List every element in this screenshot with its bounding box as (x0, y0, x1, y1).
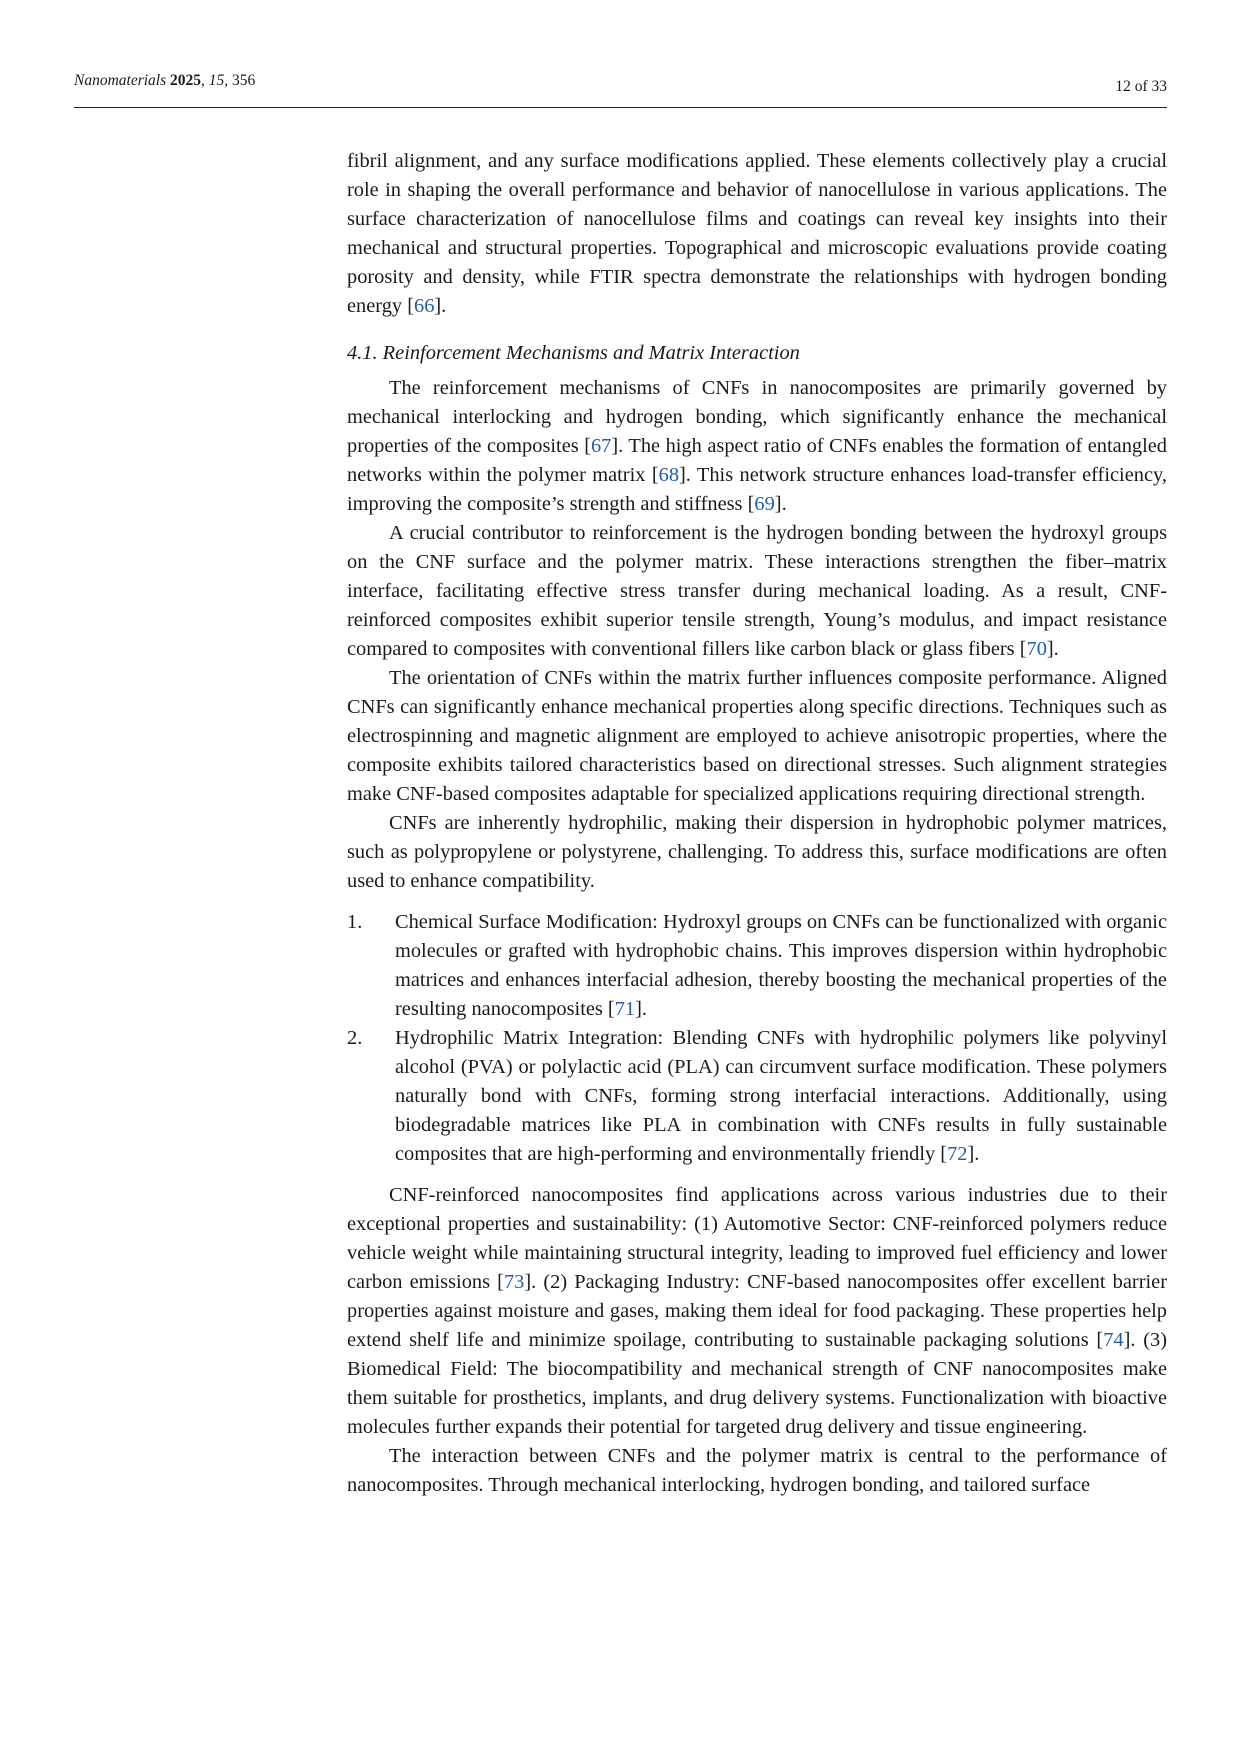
journal-article: 356 (232, 72, 256, 89)
paragraph-1: The reinforcement mechanisms of CNFs in nanocomposites are primarily governed by mechanical interlocking and hydrogen bonding, which significantly enhance the mechanical properties of the composites [67]. The high aspect ratio of CNFs enables the formation of entangled networks within the polymer matrix [68]. This network structure enhances load-transfer efficiency, improving the composite’s strength and stiffness [69]. (347, 377, 1167, 515)
citation-link[interactable]: 73 (503, 1271, 525, 1293)
journal-citation: Nanomaterials 2025, 15, 356 (74, 72, 256, 89)
citation-link[interactable]: 70 (1026, 638, 1047, 660)
page-header (74, 72, 1167, 108)
citation-link[interactable]: 72 (947, 1143, 968, 1165)
citation-link[interactable]: 66 (414, 295, 435, 317)
section-heading: 4.1. Reinforcement Mechanisms and Matrix Interaction (347, 342, 800, 364)
journal-volume: 15 (208, 72, 225, 89)
citation-link[interactable]: 67 (590, 435, 612, 457)
header-rule (74, 107, 1167, 108)
citation-link[interactable]: 74 (1103, 1329, 1124, 1351)
page-number: 12 of 33 (1115, 78, 1167, 95)
paragraph-6: The interaction between CNFs and the polymer matrix is central to the performance of nanocomposites. Through mechanical interlocking, hydrogen bonding, and tailored surface (347, 1445, 1167, 1496)
citation-link[interactable]: 71 (614, 998, 636, 1020)
paragraph-2: A crucial contributor to reinforcement is the hydrogen bonding between the hydroxyl groups on the CNF surface and the polymer matrix. These interactions strengthen the fiber–matrix interface, facilitating effective stress transfer during mechanical loading. As a result, CNF-reinforced composites exhibit superior tensile strength, Young’s modulus, and impact resistance compared to composites with conventional fillers like carbon black or glass fibers [70]. (347, 522, 1167, 660)
main-text (347, 147, 1167, 1500)
journal-year: 2025 (170, 72, 202, 89)
citation-link[interactable]: 68 (658, 464, 680, 486)
intro-paragraph: fibril alignment, and any surface modifications applied. These elements collectively play a crucial role in shaping the overall performance and behavior of nanocellulose in various applications. The surface characterization of nanocellulose films and coatings can reveal key insights into their mechanical and structural properties. Topographical and microscopic evaluations provide coating porosity and density, while FTIR spectra demonstrate the relationships with hydrogen bonding energy [66]. (347, 150, 1167, 317)
list-item: 2. Hydrophilic Matrix Integration: Blending CNFs with hydrophilic polymers like polyvinyl alcohol (PVA) or polylactic acid (PLA) can circumvent surface modification. These polymers naturally bond with CNFs, forming strong interfacial interactions. Additionally, using biodegradable matrices like PLA in combination with CNFs results in fully sustainable composites that are high-performing and environmentally friendly [72]. (347, 1024, 1167, 1169)
paragraph-4: CNFs are inherently hydrophilic, making their dispersion in hydrophobic polymer matrices, such as polypropylene or polystyrene, challenging. To address this, surface modifications are often used to enhance compatibility. (347, 812, 1167, 892)
list-number: 1. (347, 911, 363, 933)
journal-name: Nanomaterials (74, 72, 167, 89)
paragraph-5: CNF-reinforced nanocomposites find applications across various industries due to their exceptional properties and sustainability: (1) Automotive Sector: CNF-reinforced polymers reduce vehicle weight while maintaining structural integrity, leading to improved fuel efficiency and lower carbon emissions [73]. (2) Packaging Industry: CNF-based nanocomposites offer excellent barrier properties against moisture and gases, making them ideal for food packaging. These properties help extend shelf life and minimize spoilage, contributing to sustainable packaging solutions [74]. (3) Biomedical Field: The biocompatibility and mechanical strength of CNF nanocomposites make them suitable for prosthetics, implants, and drug delivery systems. Functionalization with bioactive molecules further expands their potential for targeted drug delivery and tissue engineering. (347, 1184, 1167, 1438)
paragraph-3: The orientation of CNFs within the matrix further influences composite performance. Aligned CNFs can significantly enhance mechanical properties along specific directions. Techniques such as electrospinning and magnetic alignment are employed to achieve anisotropic properties, where the composite exhibits tailored characteristics based on directional stresses. Such alignment strategies make CNF-based composites adaptable for specialized applications requiring directional strength. (347, 667, 1167, 805)
numbered-list (347, 908, 1167, 1169)
list-number: 2. (347, 1027, 363, 1049)
citation-link[interactable]: 69 (754, 493, 775, 515)
list-item: 1. Chemical Surface Modification: Hydroxyl groups on CNFs can be functionalized with organic molecules or grafted with hydrophobic chains. This improves dispersion within hydrophobic matrices and enhances interfacial adhesion, thereby boosting the mechanical properties of the resulting nanocomposites [71]. (347, 908, 1167, 1024)
